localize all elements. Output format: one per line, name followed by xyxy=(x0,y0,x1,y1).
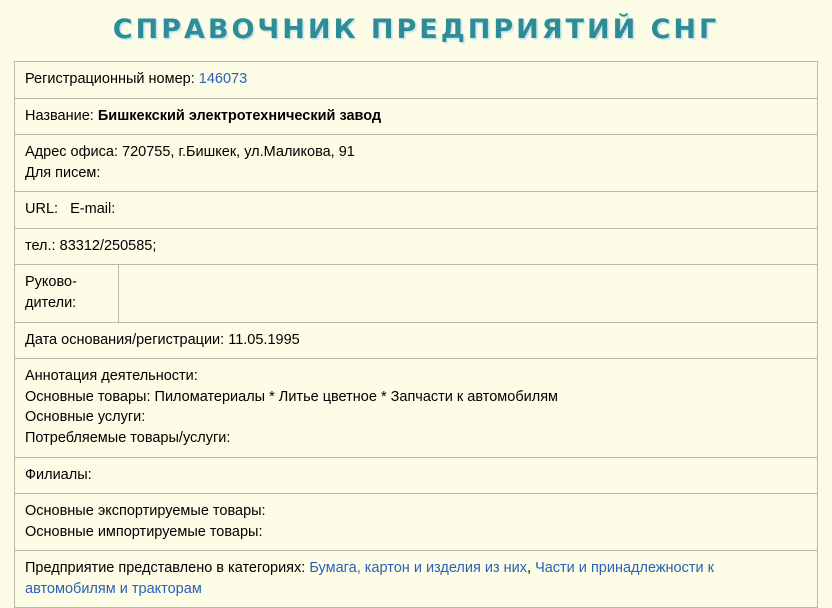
office-address-value: 720755, г.Бишкек, ул.Маликова, 91 xyxy=(122,144,355,161)
url-label: URL: xyxy=(25,201,59,218)
branches-label: Филиалы: xyxy=(25,466,92,483)
registration-number-row xyxy=(15,62,817,99)
managers-label-line-2: дители: xyxy=(25,295,77,312)
categories-separator: , xyxy=(527,560,532,577)
company-name-row xyxy=(15,99,817,136)
url-email-row xyxy=(15,192,817,229)
registration-number-value[interactable]: 146073 xyxy=(198,71,248,87)
page-title: СПРАВОЧНИК ПРЕДПРИЯТИЙ СНГ xyxy=(112,14,720,45)
phone-label: тел.: xyxy=(25,237,56,254)
mail-address-label: Для писем: xyxy=(25,164,101,181)
company-name-label: Название: xyxy=(25,107,94,124)
address-row xyxy=(15,135,817,192)
annotation-label: Аннотация деятельности: xyxy=(25,368,198,385)
registration-number-label: Регистрационный номер: xyxy=(25,71,195,87)
consumed-goods-label: Потребляемые товары/услуги: xyxy=(25,429,231,446)
category-link-2[interactable]: Части и принадлежности к автомобилям и тракторам xyxy=(25,560,714,597)
founded-row xyxy=(15,323,817,360)
managers-label xyxy=(15,265,119,321)
category-link-1[interactable]: Бумага, картон и изделия из них xyxy=(309,560,527,577)
categories-row xyxy=(15,551,817,607)
managers-label-line-1: Руково- xyxy=(25,274,77,291)
company-name-value: Бишкекский электротехнический завод xyxy=(97,107,382,124)
branches-row xyxy=(15,458,817,495)
export-goods-label: Основные экспортируемые товары: xyxy=(25,503,266,520)
office-address-label: Адрес офиса: xyxy=(25,144,118,161)
main-goods-label: Основные товары: xyxy=(25,388,151,405)
import-goods-label: Основные импортируемые товары: xyxy=(25,523,263,540)
annotation-row xyxy=(15,359,817,457)
main-goods-value: Пиломатериалы * Литье цветное * Запчасти к автомобилям xyxy=(154,388,559,405)
email-label: E-mail: xyxy=(70,201,116,218)
managers-value xyxy=(119,265,817,321)
trade-row xyxy=(15,494,817,551)
managers-row xyxy=(15,265,817,322)
phone-row xyxy=(15,229,817,266)
company-record-card xyxy=(14,61,818,608)
main-goods-line xyxy=(25,387,807,408)
categories-label: Предприятие представлено в категориях: xyxy=(25,560,306,577)
founded-value: 11.05.1995 xyxy=(228,331,300,348)
founded-label: Дата основания/регистрации: xyxy=(25,331,225,348)
office-address-line xyxy=(25,142,807,163)
phone-value: 83312/250585; xyxy=(59,237,157,254)
main-services-label: Основные услуги: xyxy=(25,409,146,426)
